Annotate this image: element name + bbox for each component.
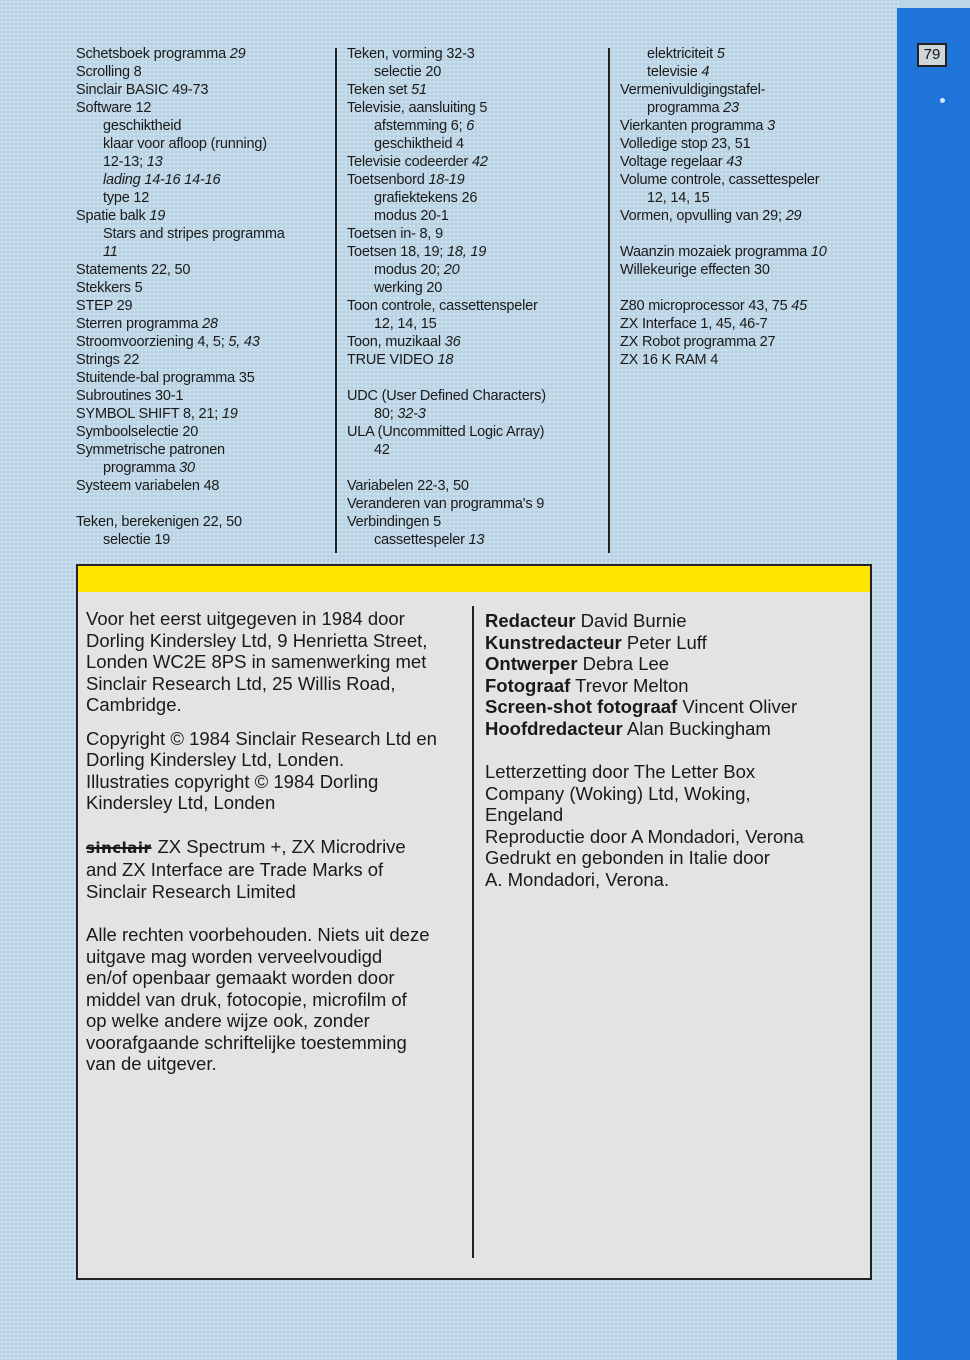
index-entry-text: TRUE VIDEO xyxy=(347,352,438,368)
index-entry-text: Z80 microprocessor 43, 75 xyxy=(620,298,792,314)
credit-name: David Burnie xyxy=(575,610,687,631)
text-line: op welke andere wijze ook, zonder xyxy=(86,1010,370,1031)
index-entry-text: Variabelen 22-3, 50 xyxy=(347,478,469,494)
index-entry-pages: 30 xyxy=(179,460,195,476)
index-entry xyxy=(76,513,326,531)
index-entry xyxy=(620,81,890,99)
index-entry xyxy=(347,405,602,423)
index-entry-text: Willekeurige effecten 30 xyxy=(620,262,770,278)
index-entry-pages: 10 xyxy=(810,244,827,260)
text-line: middel van druk, fotocopie, microfilm of xyxy=(86,988,407,1010)
text-line: Sinclair Research Ltd, 25 Willis Road, xyxy=(86,672,396,694)
index-gap xyxy=(620,279,890,297)
index-entry-text: Vormen, opvulling van 29; xyxy=(620,208,786,224)
index-entry xyxy=(347,207,602,225)
credits-info xyxy=(485,610,865,902)
index-entry xyxy=(76,531,326,549)
index-entry xyxy=(76,135,326,153)
index-entry-text: programma xyxy=(103,460,180,476)
index-entry xyxy=(347,495,602,513)
text-line: Company (Woking) Ltd, Woking, xyxy=(485,782,751,804)
index-entry-text: geschiktheid 4 xyxy=(374,136,464,152)
credit-role: Redacteur xyxy=(485,610,576,631)
index-entry-pages: 42 xyxy=(471,154,488,170)
index-entry-pages: 19 xyxy=(149,208,166,224)
index-entry xyxy=(347,333,602,351)
index-entry xyxy=(620,45,890,63)
text-line: voorafgaande schriftelijke toestemming xyxy=(86,1031,407,1053)
index-entry xyxy=(76,153,326,171)
production-para xyxy=(485,761,865,890)
edge-dot xyxy=(940,98,945,103)
index-entry-text: Statements 22, 50 xyxy=(76,262,191,278)
index-entry-text: Scrolling 8 xyxy=(76,64,142,80)
index-entry xyxy=(76,369,326,387)
index-entry-text: Verbindingen 5 xyxy=(347,514,441,530)
index-entry-pages: 4 xyxy=(701,64,710,80)
index-entry xyxy=(620,315,890,333)
index-entry-text: Toetsenbord xyxy=(347,172,429,188)
index-entry xyxy=(620,171,890,189)
index-entry-text: Stuitende-bal programma 35 xyxy=(76,370,255,386)
index-gap xyxy=(347,459,602,477)
text-line: Letterzetting door The Letter Box xyxy=(485,761,756,782)
text-line: Gedrukt en gebonden in Italie door xyxy=(485,847,770,868)
index-entry-text: STEP 29 xyxy=(76,298,133,314)
text-line: Illustraties copyright © 1984 Dorling xyxy=(86,770,379,792)
index-entry-pages: 20 xyxy=(443,262,460,278)
index-entry xyxy=(76,351,326,369)
index-entry-pages: 29 xyxy=(229,46,246,62)
index-entry-text: Televisie, aansluiting 5 xyxy=(347,100,488,116)
text-line: Dorling Kindersley Ltd, 9 Henrietta Street, xyxy=(86,629,428,651)
credit-role: Hoofdredacteur xyxy=(485,717,623,739)
index-entry-text: selectie 19 xyxy=(103,532,171,548)
index-entry xyxy=(620,351,890,369)
credit-name: Alan Buckingham xyxy=(622,717,771,739)
index-entry-pages: 11 xyxy=(103,244,118,260)
credit-line xyxy=(485,632,865,654)
index-entry xyxy=(620,297,890,315)
index-entry-pages: 5 xyxy=(716,46,725,62)
blue-edge-strip xyxy=(897,8,970,1360)
index-entry xyxy=(620,153,890,171)
text-line: Dorling Kindersley Ltd, Londen. xyxy=(86,749,345,770)
index-entry xyxy=(76,315,326,333)
index-entry-text: Sinclair BASIC 49-73 xyxy=(76,82,209,98)
index-entry-text: Symmetrische patronen xyxy=(76,442,225,458)
text-line: en/of openbaar gemaakt worden door xyxy=(86,967,395,988)
index-entry-text: ZX 16 K RAM 4 xyxy=(620,352,719,368)
index-entry xyxy=(620,189,890,207)
index-entry xyxy=(76,63,326,81)
index-entry xyxy=(76,261,326,279)
index-entry-text: klaar voor afloop (running) xyxy=(103,136,267,152)
column-divider xyxy=(608,48,610,553)
index-entry xyxy=(76,279,326,297)
index-entry-text: Vermenivuldigingstafel- xyxy=(620,82,766,98)
credit-name: Vincent Oliver xyxy=(677,696,798,717)
index-gap xyxy=(76,495,326,513)
index-entry xyxy=(347,279,602,297)
index-column-1 xyxy=(76,45,326,549)
index-entry-text: Teken, vorming 32-3 xyxy=(347,46,475,62)
index-entry xyxy=(76,99,326,117)
index-entry-text: Veranderen van programma's 9 xyxy=(347,496,545,512)
index-entry xyxy=(347,225,602,243)
index-entry-pages: 43 xyxy=(726,154,742,170)
index-entry-pages: 18-19 xyxy=(428,172,465,188)
index-entry xyxy=(76,81,326,99)
credit-line xyxy=(485,696,865,718)
index-entry-pages: lading 14-16 14-16 xyxy=(103,172,221,188)
yellow-banner xyxy=(76,564,872,594)
index-entry-text: grafiektekens 26 xyxy=(374,190,478,206)
index-entry xyxy=(76,459,326,477)
index-entry-text: Toon, muzikaal xyxy=(347,334,445,350)
index-entry-pages: 45 xyxy=(791,298,808,314)
index-gap xyxy=(347,369,602,387)
index-entry xyxy=(620,99,890,117)
index-entry-text: modus 20; xyxy=(374,262,444,278)
credit-line xyxy=(485,718,865,740)
index-entry xyxy=(620,333,890,351)
index-entry-text: Voltage regelaar xyxy=(620,154,727,170)
index-gap xyxy=(620,225,890,243)
credits-list xyxy=(485,610,865,739)
index-entry xyxy=(76,117,326,135)
index-entry-text: Vierkanten programma xyxy=(620,118,768,134)
index-entry-pages: 51 xyxy=(411,82,427,98)
rights-para xyxy=(86,924,466,1075)
index-entry-pages: 29 xyxy=(785,208,802,224)
index-entry-text: type 12 xyxy=(103,190,150,206)
index-entry-text: Toon controle, cassettenspeler xyxy=(347,298,538,314)
index-entry-text: Spatie balk xyxy=(76,208,150,224)
text-line: van de uitgever. xyxy=(86,1053,217,1074)
index-entry-pages: 23 xyxy=(723,100,739,116)
copyright-para xyxy=(86,728,466,814)
index-entry-text: Subroutines 30-1 xyxy=(76,388,184,404)
text-line: Reproductie door A Mondadori, Verona xyxy=(485,825,804,847)
index-entry xyxy=(347,261,602,279)
credit-name: Debra Lee xyxy=(577,653,670,674)
index-entry xyxy=(76,207,326,225)
index-entry-text: Stars and stripes programma xyxy=(103,226,285,242)
text-line: Cambridge. xyxy=(86,694,182,715)
first-published-para xyxy=(86,608,466,716)
text-line: Engeland xyxy=(485,804,564,825)
index-column-3 xyxy=(620,45,890,369)
index-entry xyxy=(76,477,326,495)
index-entry-text: 80; xyxy=(374,406,398,422)
index-entry-text: 12-13; xyxy=(103,154,147,170)
index-entry xyxy=(76,387,326,405)
index-entry-text: UDC (User Defined Characters) xyxy=(347,388,546,404)
index-entry-text: elektriciteit xyxy=(647,46,717,62)
index-entry-pages: 3 xyxy=(767,118,775,134)
index-entry xyxy=(620,63,890,81)
text-line: Copyright © 1984 Sinclair Research Ltd en xyxy=(86,727,437,749)
index-entry-text: Teken, berekenigen 22, 50 xyxy=(76,514,242,530)
index-entry-text: ZX Interface 1, 45, 46-7 xyxy=(620,316,768,332)
index-entry-text: Stroomvoorziening 4, 5; xyxy=(76,334,229,350)
index-entry-text: Sterren programma xyxy=(76,316,203,332)
credit-role: Kunstredacteur xyxy=(485,631,622,653)
index-entry-pages: 32-3 xyxy=(397,406,426,422)
index-entry-text: Strings 22 xyxy=(76,352,140,368)
index-entry xyxy=(347,135,602,153)
index-entry xyxy=(76,441,326,459)
index-entry xyxy=(620,117,890,135)
trademark-line: ZX Spectrum +, ZX Microdrive xyxy=(157,835,406,857)
index-entry xyxy=(347,63,602,81)
credit-line xyxy=(485,675,865,697)
index-entry xyxy=(76,171,326,189)
colophon-divider xyxy=(472,606,474,1258)
index-entry-pages: 13 xyxy=(146,154,163,170)
index-entry xyxy=(76,45,326,63)
column-divider xyxy=(335,48,337,553)
index-entry-pages: 5, 43 xyxy=(228,334,260,350)
index-entry-text: cassettespeler xyxy=(374,532,469,548)
index-entry-pages: 13 xyxy=(468,532,485,548)
credit-role: Ontwerper xyxy=(485,653,578,674)
index-entry xyxy=(347,153,602,171)
credit-name: Trevor Melton xyxy=(570,674,689,696)
index-entry-text: modus 20-1 xyxy=(374,208,449,224)
index-entry-text: televisie xyxy=(647,64,702,80)
trademark-line: and ZX Interface are Trade Marks of xyxy=(86,859,384,880)
index-entry xyxy=(347,117,602,135)
index-entry xyxy=(620,261,890,279)
index-entry-pages: 19 xyxy=(221,406,238,422)
index-entry xyxy=(347,477,602,495)
index-entry xyxy=(347,387,602,405)
index-entry-text: Software 12 xyxy=(76,100,152,116)
index-entry xyxy=(76,405,326,423)
credit-role: Fotograaf xyxy=(485,674,571,696)
index-entry xyxy=(620,135,890,153)
credit-role: Screen-shot fotograaf xyxy=(485,696,678,717)
trademark-line: Sinclair Research Limited xyxy=(86,880,296,902)
index-entry xyxy=(76,225,326,243)
index-entry-pages: 18, 19 xyxy=(447,244,487,260)
index-entry-text: 12, 14, 15 xyxy=(374,316,437,332)
credit-line xyxy=(485,653,865,675)
index-entry xyxy=(347,99,602,117)
index-entry-text: Waanzin mozaiek programma xyxy=(620,244,811,260)
index-entry-text: Toetsen 18, 19; xyxy=(347,244,447,260)
index-entry xyxy=(76,423,326,441)
index-entry-text: Teken set xyxy=(347,82,412,98)
credit-name: Peter Luff xyxy=(621,631,707,653)
trademark-para xyxy=(86,836,466,903)
index-entry-text: SYMBOL SHIFT 8, 21; xyxy=(76,406,222,422)
text-line: Kindersley Ltd, Londen xyxy=(86,792,276,813)
index-entry xyxy=(347,45,602,63)
index-entry xyxy=(76,333,326,351)
index-entry xyxy=(347,423,602,441)
credit-line xyxy=(485,610,865,632)
index-entry xyxy=(76,189,326,207)
index-entry-text: afstemming 6; xyxy=(374,118,467,134)
index-entry-pages: 36 xyxy=(444,334,461,350)
index-entry xyxy=(347,441,602,459)
index-entry xyxy=(347,171,602,189)
index-entry xyxy=(76,297,326,315)
index-entry-pages: 18 xyxy=(437,352,454,368)
index-entry xyxy=(620,243,890,261)
sinclair-logo: sinclair xyxy=(86,838,152,857)
index-entry-text: werking 20 xyxy=(374,280,443,296)
index-entry-text: Televisie codeerder xyxy=(347,154,472,170)
text-line: A. Mondadori, Verona. xyxy=(485,868,670,890)
text-line: Voor het eerst uitgegeven in 1984 door xyxy=(86,608,405,629)
index-entry-text: Volledige stop 23, 51 xyxy=(620,136,751,152)
text-line: Londen WC2E 8PS in samenwerking met xyxy=(86,651,427,672)
index-entry xyxy=(347,243,602,261)
text-line: uitgave mag worden verveelvoudigd xyxy=(86,945,383,967)
index-entry-text: 12, 14, 15 xyxy=(647,190,710,206)
publisher-info xyxy=(86,608,466,1087)
index-entry-text: Schetsboek programma xyxy=(76,46,230,62)
index-entry-pages: 28 xyxy=(202,316,218,332)
index-entry-text: Stekkers 5 xyxy=(76,280,143,296)
index-column-2 xyxy=(347,45,602,549)
index-entry xyxy=(347,297,602,315)
index-entry xyxy=(76,243,326,261)
index-entry-text: selectie 20 xyxy=(374,64,442,80)
index-entry-text: Volume controle, cassettespeler xyxy=(620,172,820,188)
index-entry xyxy=(347,315,602,333)
index-entry xyxy=(347,531,602,549)
index-entry xyxy=(347,189,602,207)
index-entry xyxy=(347,513,602,531)
index-entry-text: Symboolselectie 20 xyxy=(76,424,199,440)
index-entry-text: ZX Robot programma 27 xyxy=(620,334,776,350)
index-entry-pages: 6 xyxy=(466,118,475,134)
index-entry-text: geschiktheid xyxy=(103,118,182,134)
text-line: Alle rechten voorbehouden. Niets uit deze xyxy=(86,924,430,945)
index-entry-text: Toetsen in- 8, 9 xyxy=(347,226,443,242)
index-entry-text: programma xyxy=(647,100,724,116)
index-entry-text: Systeem variabelen 48 xyxy=(76,478,220,494)
index-entry xyxy=(347,351,602,369)
index-entry xyxy=(620,207,890,225)
index-entry xyxy=(347,81,602,99)
index-entry-text: ULA (Uncommitted Logic Array) xyxy=(347,424,545,440)
page-number: 79 xyxy=(917,43,947,67)
index-entry-text: 42 xyxy=(374,442,390,458)
